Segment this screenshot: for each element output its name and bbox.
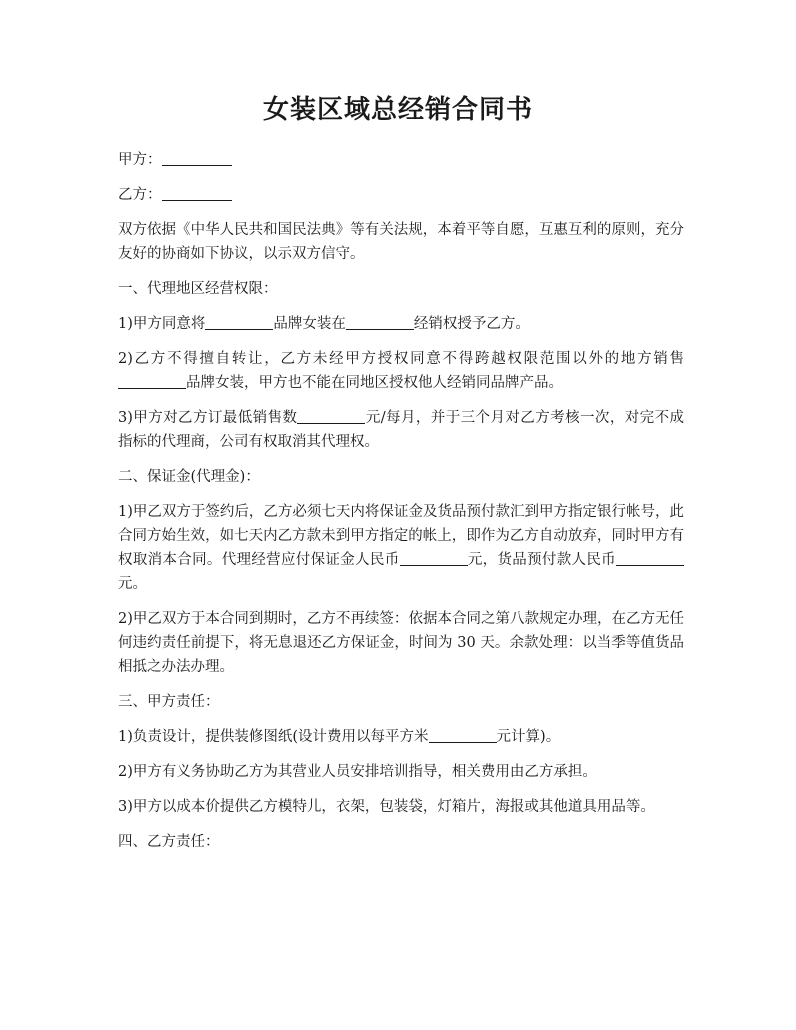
text-span: 元。 xyxy=(118,576,147,592)
text-span: 品牌女装，甲方也不能在同地区授权他人经销同品牌产品。 xyxy=(186,375,563,391)
section1-item3 xyxy=(118,406,684,454)
text-span: 1)甲方同意将 xyxy=(118,316,206,332)
text-span: 元，货品预付款人民币 xyxy=(467,552,616,568)
section3-item2: 2)甲方有义务协助乙方为其营业人员安排培训指导，相关费用由乙方承担。 xyxy=(118,764,597,780)
section2-heading: 二、保证金(代理金)： xyxy=(118,469,260,485)
prepayment-blank xyxy=(616,549,684,566)
text-span: 1)甲乙双方于签约后，乙方必须七天内将保证金及货品预付款汇到甲方指定银行帐号，此合同方始生效，如七天内乙方款未到甲方指定的帐上，即作为乙方自动放弃，同时甲方有权取消本合同。代理经营应付保证金人民币 xyxy=(118,504,684,568)
text-span: 元/每月，并于三个月对乙方考核一次，对完不成指标的代理商，公司有权取消其代理权。 xyxy=(118,410,684,450)
section3-item1 xyxy=(118,725,684,749)
section3-heading: 三、甲方责任： xyxy=(118,694,220,710)
section1-item2 xyxy=(118,347,684,395)
design-fee-blank xyxy=(429,726,497,743)
section3-item3: 3)甲方以成本价提供乙方模特儿，衣架，包装袋，灯箱片，海报或其他道具用品等。 xyxy=(118,799,655,815)
document-body xyxy=(118,148,684,865)
brand-blank xyxy=(118,372,186,389)
sales-quota-blank xyxy=(297,407,365,424)
party-a-label: 甲方： xyxy=(118,152,162,168)
party-a-line xyxy=(118,148,684,172)
text-span: 3)甲方对乙方订最低销售数 xyxy=(118,410,298,426)
section4-heading: 四、乙方责任： xyxy=(118,834,220,850)
deposit-blank xyxy=(400,549,468,566)
section1-heading: 一、代理地区经营权限： xyxy=(118,281,278,297)
section1-item1 xyxy=(118,312,684,336)
text-span: 1)负责设计，提供装修图纸(设计费用以每平方米 xyxy=(118,729,429,745)
party-b-label: 乙方： xyxy=(118,187,162,203)
text-span: 品牌女装在 xyxy=(273,316,346,332)
text-span: 经销权授予乙方。 xyxy=(413,316,530,332)
section2-item1 xyxy=(118,500,684,596)
section2-item2: 2)甲乙双方于本合同到期时，乙方不再续签：依据本合同之第八款规定办理，在乙方无任何违约责任前提下，将无息退还乙方保证金，时间为 30 天。余款处理：以当季等值货品相抵之办法办理。 xyxy=(118,611,684,675)
document-title: 女装区域总经销合同书 xyxy=(262,95,533,125)
party-a-blank xyxy=(162,149,232,166)
region-blank xyxy=(346,313,414,330)
text-span: 2)乙方不得擅自转让，乙方未经甲方授权同意不得跨越权限范围以外的地方销售 xyxy=(118,351,684,367)
preamble: 双方依据《中华人民共和国民法典》等有关法规，本着平等自愿，互惠互利的原则，充分友好的协商如下协议，以示双方信守。 xyxy=(118,222,684,262)
brand-blank xyxy=(205,313,273,330)
party-b-line xyxy=(118,183,684,207)
text-span: 元计算)。 xyxy=(496,729,561,745)
party-b-blank xyxy=(162,184,232,201)
